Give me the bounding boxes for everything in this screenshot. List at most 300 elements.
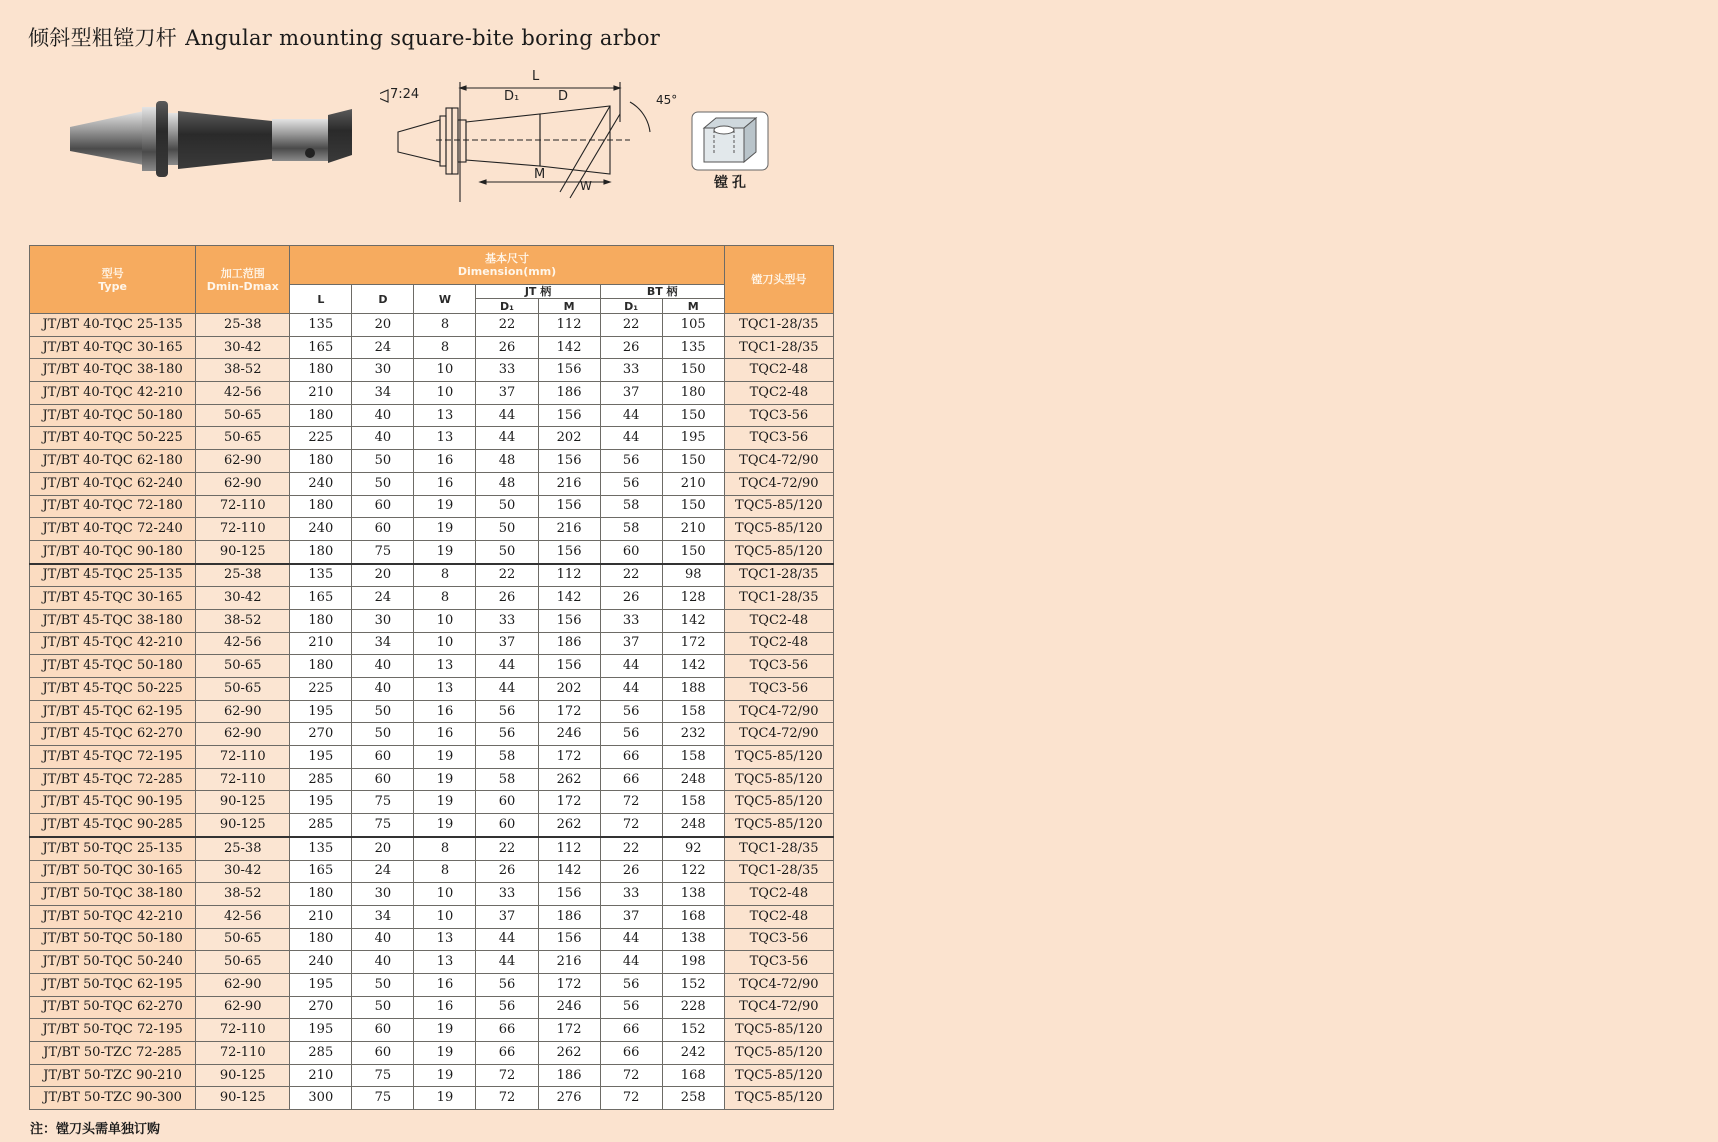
cell-W: 13	[414, 951, 476, 974]
cell-type: JT/BT 40-TQC 72-180	[30, 495, 196, 518]
cell-jt-M: 156	[538, 609, 600, 632]
cell-jt-M: 186	[538, 905, 600, 928]
cell-D: 50	[352, 450, 414, 473]
cell-W: 13	[414, 678, 476, 701]
cell-type: JT/BT 45-TQC 38-180	[30, 609, 196, 632]
cell-type: JT/BT 40-TQC 30-165	[30, 336, 196, 359]
cell-D: 40	[352, 928, 414, 951]
cell-range: 50-65	[196, 928, 290, 951]
cell-W: 19	[414, 1042, 476, 1065]
cell-range: 72-110	[196, 518, 290, 541]
cell-jt-D1: 66	[476, 1042, 538, 1065]
cell-jt-M: 262	[538, 768, 600, 791]
cell-head: TQC1-28/35	[724, 587, 833, 610]
cell-range: 72-110	[196, 746, 290, 769]
dim-D: D	[558, 89, 569, 104]
cell-jt-M: 156	[538, 404, 600, 427]
cell-jt-M: 142	[538, 587, 600, 610]
cell-range: 90-125	[196, 1064, 290, 1087]
cell-head: TQC4-72/90	[724, 996, 833, 1019]
cell-jt-M: 216	[538, 951, 600, 974]
cell-W: 19	[414, 540, 476, 563]
col-bt-D1-header: D₁	[600, 299, 662, 314]
cell-range: 72-110	[196, 1042, 290, 1065]
cell-jt-D1: 44	[476, 951, 538, 974]
cell-W: 8	[414, 837, 476, 860]
cell-bt-M: 135	[662, 336, 724, 359]
cell-bt-D1: 58	[600, 495, 662, 518]
cell-L: 165	[290, 587, 352, 610]
cell-bt-D1: 66	[600, 746, 662, 769]
cell-range: 50-65	[196, 678, 290, 701]
cell-D: 75	[352, 1087, 414, 1110]
table-row	[30, 700, 834, 723]
cell-D: 20	[352, 564, 414, 587]
cell-jt-M: 186	[538, 1064, 600, 1087]
cell-type: JT/BT 45-TQC 30-165	[30, 587, 196, 610]
cell-jt-M: 276	[538, 1087, 600, 1110]
cell-bt-D1: 56	[600, 996, 662, 1019]
col-D-header: D	[352, 285, 414, 314]
table-row	[30, 632, 834, 655]
cell-bt-M: 105	[662, 314, 724, 337]
cell-jt-M: 156	[538, 450, 600, 473]
cell-bt-D1: 72	[600, 814, 662, 837]
cell-jt-D1: 56	[476, 700, 538, 723]
cell-D: 60	[352, 768, 414, 791]
page-title	[28, 22, 660, 52]
cell-L: 180	[290, 928, 352, 951]
taper-label: 7:24	[390, 87, 420, 102]
table-row	[30, 314, 834, 337]
cell-bt-D1: 72	[600, 791, 662, 814]
cell-W: 13	[414, 928, 476, 951]
cell-jt-M: 186	[538, 382, 600, 405]
cell-head: TQC3-56	[724, 951, 833, 974]
cell-bt-M: 172	[662, 632, 724, 655]
cell-type: JT/BT 50-TQC 38-180	[30, 883, 196, 906]
table-row	[30, 336, 834, 359]
title-zh: 倾斜型粗镗刀杆	[28, 26, 178, 50]
cell-jt-D1: 56	[476, 973, 538, 996]
cell-jt-D1: 26	[476, 860, 538, 883]
cell-range: 42-56	[196, 382, 290, 405]
cell-jt-D1: 26	[476, 587, 538, 610]
cell-D: 40	[352, 655, 414, 678]
cell-head: TQC2-48	[724, 382, 833, 405]
cell-D: 50	[352, 996, 414, 1019]
dim-W: W	[580, 179, 592, 193]
cell-D: 75	[352, 540, 414, 563]
cell-bt-M: 150	[662, 404, 724, 427]
cell-bt-D1: 44	[600, 404, 662, 427]
cell-jt-D1: 56	[476, 996, 538, 1019]
col-L-header: L	[290, 285, 352, 314]
table-row	[30, 1087, 834, 1110]
cell-jt-D1: 37	[476, 382, 538, 405]
dim-angle: 45°	[656, 93, 678, 107]
col-jt-D1-header: D₁	[476, 299, 538, 314]
cell-W: 19	[414, 495, 476, 518]
cell-type: JT/BT 50-TQC 25-135	[30, 837, 196, 860]
cell-type: JT/BT 40-TQC 72-240	[30, 518, 196, 541]
cell-range: 62-90	[196, 996, 290, 1019]
cell-jt-D1: 44	[476, 427, 538, 450]
table-row	[30, 404, 834, 427]
col-bt-header: BT 柄	[600, 285, 724, 299]
table-row	[30, 1064, 834, 1087]
cell-jt-D1: 22	[476, 564, 538, 587]
cell-range: 30-42	[196, 860, 290, 883]
cell-L: 195	[290, 700, 352, 723]
cell-L: 210	[290, 905, 352, 928]
cell-range: 62-90	[196, 472, 290, 495]
cell-jt-M: 172	[538, 746, 600, 769]
cell-W: 8	[414, 587, 476, 610]
cell-L: 180	[290, 609, 352, 632]
cell-jt-D1: 60	[476, 814, 538, 837]
cell-type: JT/BT 45-TQC 50-225	[30, 678, 196, 701]
table-row	[30, 495, 834, 518]
cell-D: 50	[352, 973, 414, 996]
cell-bt-M: 150	[662, 540, 724, 563]
cell-head: TQC3-56	[724, 427, 833, 450]
cell-jt-M: 246	[538, 723, 600, 746]
cell-head: TQC2-48	[724, 905, 833, 928]
cell-head: TQC5-85/120	[724, 1019, 833, 1042]
cell-head: TQC3-56	[724, 678, 833, 701]
cell-jt-M: 156	[538, 540, 600, 563]
cell-type: JT/BT 45-TQC 90-285	[30, 814, 196, 837]
cell-range: 25-38	[196, 564, 290, 587]
cell-W: 19	[414, 1019, 476, 1042]
cell-bt-M: 158	[662, 700, 724, 723]
cell-bt-D1: 33	[600, 883, 662, 906]
title-en: Angular mounting square-bite boring arbor	[185, 26, 661, 50]
dimension-drawing	[380, 62, 680, 217]
cell-type: JT/BT 40-TQC 38-180	[30, 359, 196, 382]
cell-head: TQC5-85/120	[724, 540, 833, 563]
cell-range: 90-125	[196, 1087, 290, 1110]
cell-L: 210	[290, 1064, 352, 1087]
cell-type: JT/BT 40-TQC 50-180	[30, 404, 196, 427]
table-row	[30, 791, 834, 814]
cell-bt-D1: 66	[600, 1042, 662, 1065]
cell-L: 210	[290, 382, 352, 405]
cell-head: TQC3-56	[724, 928, 833, 951]
cell-L: 225	[290, 427, 352, 450]
cell-D: 24	[352, 587, 414, 610]
cell-type: JT/BT 45-TQC 62-195	[30, 700, 196, 723]
col-jt-M-header: M	[538, 299, 600, 314]
cell-L: 300	[290, 1087, 352, 1110]
cell-L: 195	[290, 973, 352, 996]
cell-D: 75	[352, 791, 414, 814]
cell-L: 285	[290, 1042, 352, 1065]
cell-jt-D1: 50	[476, 540, 538, 563]
cell-jt-D1: 44	[476, 928, 538, 951]
table-row	[30, 768, 834, 791]
cell-W: 10	[414, 609, 476, 632]
cell-L: 135	[290, 314, 352, 337]
cell-L: 135	[290, 837, 352, 860]
cell-type: JT/BT 40-TQC 62-180	[30, 450, 196, 473]
table-row	[30, 905, 834, 928]
cell-jt-M: 142	[538, 860, 600, 883]
cell-range: 42-56	[196, 632, 290, 655]
dim-M: M	[534, 167, 546, 182]
cell-jt-D1: 22	[476, 837, 538, 860]
table-row	[30, 814, 834, 837]
table-row	[30, 359, 834, 382]
table-row	[30, 860, 834, 883]
cell-bt-D1: 66	[600, 768, 662, 791]
cell-bt-M: 195	[662, 427, 724, 450]
cell-jt-M: 156	[538, 495, 600, 518]
cell-range: 25-38	[196, 837, 290, 860]
cell-range: 90-125	[196, 814, 290, 837]
col-head-header: 镗刀头型号	[724, 246, 833, 314]
cell-head: TQC5-85/120	[724, 791, 833, 814]
cell-range: 50-65	[196, 404, 290, 427]
cell-D: 75	[352, 1064, 414, 1087]
cell-jt-M: 186	[538, 632, 600, 655]
table-row	[30, 540, 834, 563]
cell-bt-D1: 66	[600, 1019, 662, 1042]
cell-W: 19	[414, 746, 476, 769]
cell-head: TQC5-85/120	[724, 1064, 833, 1087]
cell-head: TQC1-28/35	[724, 564, 833, 587]
cell-W: 19	[414, 814, 476, 837]
table-row	[30, 472, 834, 495]
cell-bt-D1: 56	[600, 700, 662, 723]
cell-L: 270	[290, 723, 352, 746]
cell-W: 8	[414, 564, 476, 587]
cell-jt-D1: 56	[476, 723, 538, 746]
cell-jt-D1: 44	[476, 655, 538, 678]
cell-W: 10	[414, 359, 476, 382]
cell-head: TQC4-72/90	[724, 450, 833, 473]
table-row	[30, 450, 834, 473]
cell-W: 19	[414, 518, 476, 541]
cell-range: 62-90	[196, 450, 290, 473]
cell-bt-D1: 26	[600, 336, 662, 359]
cell-jt-D1: 44	[476, 678, 538, 701]
cell-L: 195	[290, 791, 352, 814]
cell-jt-D1: 33	[476, 609, 538, 632]
cell-range: 62-90	[196, 723, 290, 746]
cell-bt-D1: 44	[600, 951, 662, 974]
cell-W: 10	[414, 632, 476, 655]
col-bt-M-header: M	[662, 299, 724, 314]
cell-L: 195	[290, 1019, 352, 1042]
cell-jt-D1: 50	[476, 495, 538, 518]
cell-bt-M: 98	[662, 564, 724, 587]
cell-bt-D1: 44	[600, 678, 662, 701]
cell-bt-D1: 60	[600, 540, 662, 563]
cell-L: 135	[290, 564, 352, 587]
table-row	[30, 973, 834, 996]
cell-type: JT/BT 45-TQC 25-135	[30, 564, 196, 587]
cell-bt-D1: 56	[600, 723, 662, 746]
col-range-header: 加工范围 Dmin-Dmax	[196, 246, 290, 314]
cell-bt-M: 150	[662, 359, 724, 382]
arbor-photo	[62, 95, 362, 200]
cell-bt-M: 232	[662, 723, 724, 746]
cell-W: 13	[414, 404, 476, 427]
cell-bt-D1: 56	[600, 450, 662, 473]
cell-bt-D1: 44	[600, 427, 662, 450]
cell-head: TQC2-48	[724, 632, 833, 655]
cell-bt-M: 180	[662, 382, 724, 405]
cell-L: 180	[290, 404, 352, 427]
cell-jt-M: 112	[538, 564, 600, 587]
cell-bt-D1: 22	[600, 837, 662, 860]
cell-bt-D1: 37	[600, 905, 662, 928]
cell-bt-M: 92	[662, 837, 724, 860]
cell-D: 30	[352, 883, 414, 906]
cell-range: 62-90	[196, 700, 290, 723]
cell-W: 10	[414, 883, 476, 906]
cell-W: 19	[414, 1087, 476, 1110]
cell-jt-M: 112	[538, 837, 600, 860]
cell-L: 180	[290, 495, 352, 518]
cell-jt-D1: 72	[476, 1087, 538, 1110]
cell-bt-M: 122	[662, 860, 724, 883]
cell-W: 10	[414, 382, 476, 405]
cell-range: 38-52	[196, 609, 290, 632]
cell-bt-D1: 56	[600, 973, 662, 996]
cell-head: TQC1-28/35	[724, 336, 833, 359]
cell-jt-M: 172	[538, 973, 600, 996]
col-W-header: W	[414, 285, 476, 314]
cell-bt-D1: 72	[600, 1087, 662, 1110]
cell-D: 40	[352, 951, 414, 974]
cell-W: 19	[414, 1064, 476, 1087]
cell-D: 20	[352, 837, 414, 860]
cell-jt-D1: 44	[476, 404, 538, 427]
cell-W: 19	[414, 768, 476, 791]
cell-jt-D1: 48	[476, 472, 538, 495]
table-row	[30, 1042, 834, 1065]
cell-range: 72-110	[196, 768, 290, 791]
cell-bt-M: 228	[662, 996, 724, 1019]
cell-type: JT/BT 45-TQC 90-195	[30, 791, 196, 814]
cell-bt-D1: 26	[600, 587, 662, 610]
cell-type: JT/BT 50-TZC 72-285	[30, 1042, 196, 1065]
table-row	[30, 723, 834, 746]
table-row	[30, 609, 834, 632]
cell-bt-D1: 22	[600, 564, 662, 587]
cell-W: 16	[414, 973, 476, 996]
cell-D: 50	[352, 472, 414, 495]
cell-range: 90-125	[196, 791, 290, 814]
cell-bt-M: 210	[662, 518, 724, 541]
cell-head: TQC2-48	[724, 883, 833, 906]
cell-L: 165	[290, 336, 352, 359]
cell-head: TQC5-85/120	[724, 1087, 833, 1110]
cell-bt-M: 258	[662, 1087, 724, 1110]
spec-table-body	[30, 314, 834, 1110]
cell-head: TQC5-85/120	[724, 814, 833, 837]
cell-jt-M: 156	[538, 655, 600, 678]
table-row	[30, 427, 834, 450]
cell-head: TQC4-72/90	[724, 472, 833, 495]
cell-W: 8	[414, 860, 476, 883]
cell-jt-M: 216	[538, 472, 600, 495]
cell-bt-D1: 44	[600, 655, 662, 678]
cell-L: 165	[290, 860, 352, 883]
cell-D: 50	[352, 723, 414, 746]
cell-head: TQC3-56	[724, 404, 833, 427]
dim-L: L	[532, 69, 540, 84]
cell-D: 75	[352, 814, 414, 837]
cell-type: JT/BT 50-TQC 62-195	[30, 973, 196, 996]
cell-bt-M: 198	[662, 951, 724, 974]
cell-head: TQC3-56	[724, 655, 833, 678]
cell-type: JT/BT 40-TQC 42-210	[30, 382, 196, 405]
cell-bt-M: 142	[662, 609, 724, 632]
cell-jt-M: 246	[538, 996, 600, 1019]
cell-bt-M: 210	[662, 472, 724, 495]
cell-jt-D1: 22	[476, 314, 538, 337]
cell-type: JT/BT 45-TQC 72-285	[30, 768, 196, 791]
cell-range: 42-56	[196, 905, 290, 928]
cell-type: JT/BT 50-TQC 62-270	[30, 996, 196, 1019]
cell-D: 34	[352, 905, 414, 928]
cell-bt-M: 128	[662, 587, 724, 610]
cell-head: TQC5-85/120	[724, 768, 833, 791]
cell-jt-D1: 26	[476, 336, 538, 359]
cell-bt-M: 142	[662, 655, 724, 678]
cell-L: 180	[290, 883, 352, 906]
cell-range: 38-52	[196, 359, 290, 382]
cell-W: 16	[414, 996, 476, 1019]
cell-type: JT/BT 40-TQC 25-135	[30, 314, 196, 337]
cell-bt-D1: 26	[600, 860, 662, 883]
cell-bt-M: 158	[662, 791, 724, 814]
cell-jt-M: 172	[538, 791, 600, 814]
cell-head: TQC4-72/90	[724, 700, 833, 723]
cell-bt-M: 150	[662, 450, 724, 473]
cell-bt-M: 188	[662, 678, 724, 701]
cell-jt-M: 216	[538, 518, 600, 541]
table-row	[30, 518, 834, 541]
cell-jt-D1: 48	[476, 450, 538, 473]
cell-L: 180	[290, 359, 352, 382]
cell-D: 60	[352, 746, 414, 769]
cell-jt-M: 172	[538, 1019, 600, 1042]
cell-jt-D1: 58	[476, 746, 538, 769]
table-row	[30, 382, 834, 405]
cell-D: 24	[352, 860, 414, 883]
cell-head: TQC5-85/120	[724, 1042, 833, 1065]
cell-jt-D1: 33	[476, 359, 538, 382]
dim-D1: D₁	[504, 89, 520, 104]
cell-W: 8	[414, 336, 476, 359]
cell-bt-D1: 37	[600, 382, 662, 405]
cell-D: 50	[352, 700, 414, 723]
boring-icon	[690, 110, 770, 172]
cell-bt-M: 248	[662, 814, 724, 837]
cell-bt-M: 242	[662, 1042, 724, 1065]
table-row	[30, 564, 834, 587]
cell-bt-M: 138	[662, 928, 724, 951]
cell-type: JT/BT 50-TQC 50-180	[30, 928, 196, 951]
cell-type: JT/BT 45-TQC 72-195	[30, 746, 196, 769]
cell-bt-D1: 33	[600, 359, 662, 382]
cell-jt-D1: 66	[476, 1019, 538, 1042]
